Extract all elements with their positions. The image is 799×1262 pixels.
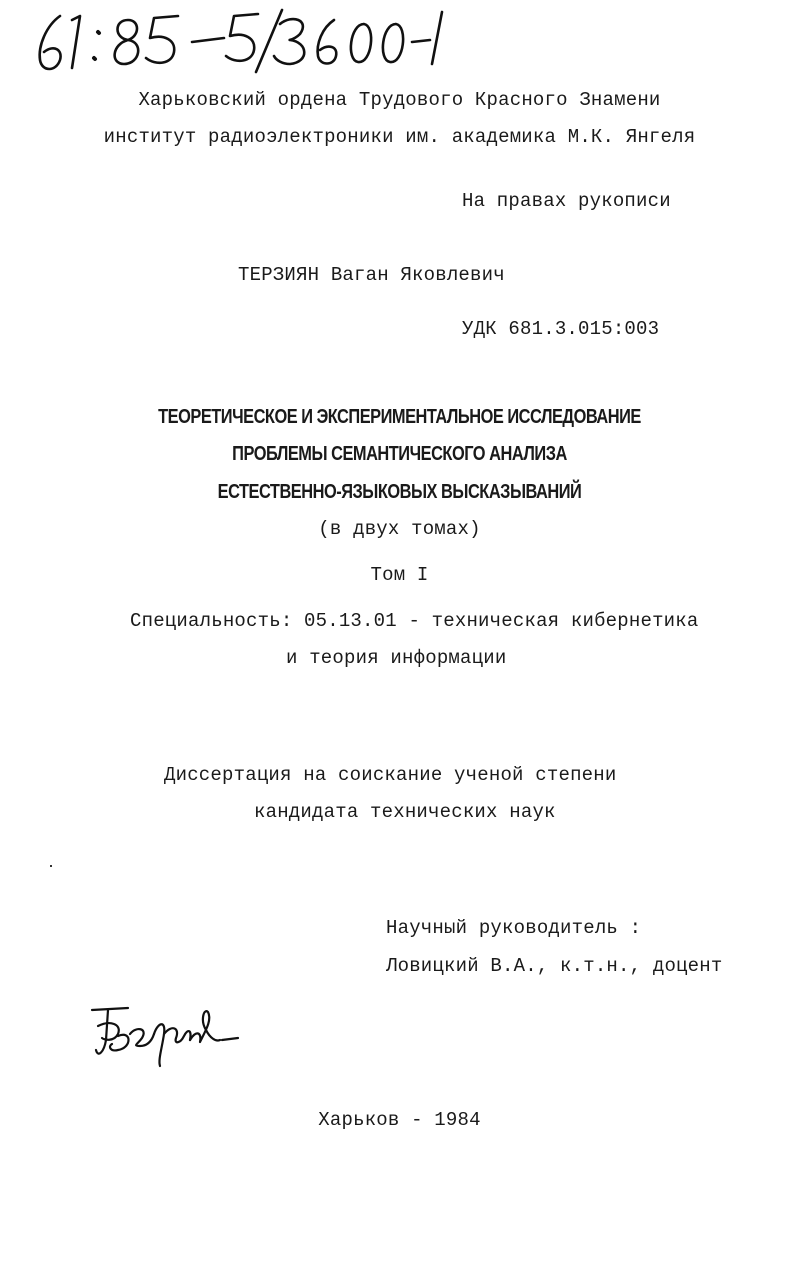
rights-note: На правах рукописи (462, 190, 671, 212)
degree-line-2: кандидата технических наук (254, 801, 556, 823)
specialty-line-1: Специальность: 05.13.01 - техническая кибернетика (130, 610, 699, 632)
degree-line-1: Диссертация на соискание ученой степени (164, 764, 617, 786)
supervisor-label: Научный руководитель : (386, 917, 642, 939)
author-signature (88, 1000, 248, 1070)
title-line-2: ПРОБЛЕМЫ СЕМАНТИЧЕСКОГО АНАЛИЗА (232, 443, 567, 465)
supervisor-name: Ловицкий В.А., к.т.н., доцент (386, 955, 723, 977)
title-line-3: ЕСТЕСТВЕННО-ЯЗЫКОВЫХ ВЫСКАЗЫВАНИЙ (217, 481, 582, 503)
udc-code: УДК 681.3.015:003 (462, 318, 660, 340)
institution-line-1: Харьковский ордена Трудового Красного Знамени (138, 89, 661, 111)
title-volumes-note: (в двух томах) (318, 518, 481, 540)
place-and-year: Харьков - 1984 (318, 1109, 481, 1131)
volume-number: Том I (370, 564, 429, 586)
scan-speck (50, 865, 52, 867)
institution-line-2: институт радиоэлектроники им. академика М.К. Янгеля (103, 126, 696, 148)
specialty-line-2: и теория информации (286, 647, 507, 669)
author-name: ТЕРЗИЯН Ваган Яковлевич (238, 264, 505, 286)
title-line-1: ТЕОРЕТИЧЕСКОЕ И ЭКСПЕРИМЕНТАЛЬНОЕ ИССЛЕДОВАНИЕ (158, 406, 641, 428)
handwritten-archive-number (28, 2, 448, 80)
